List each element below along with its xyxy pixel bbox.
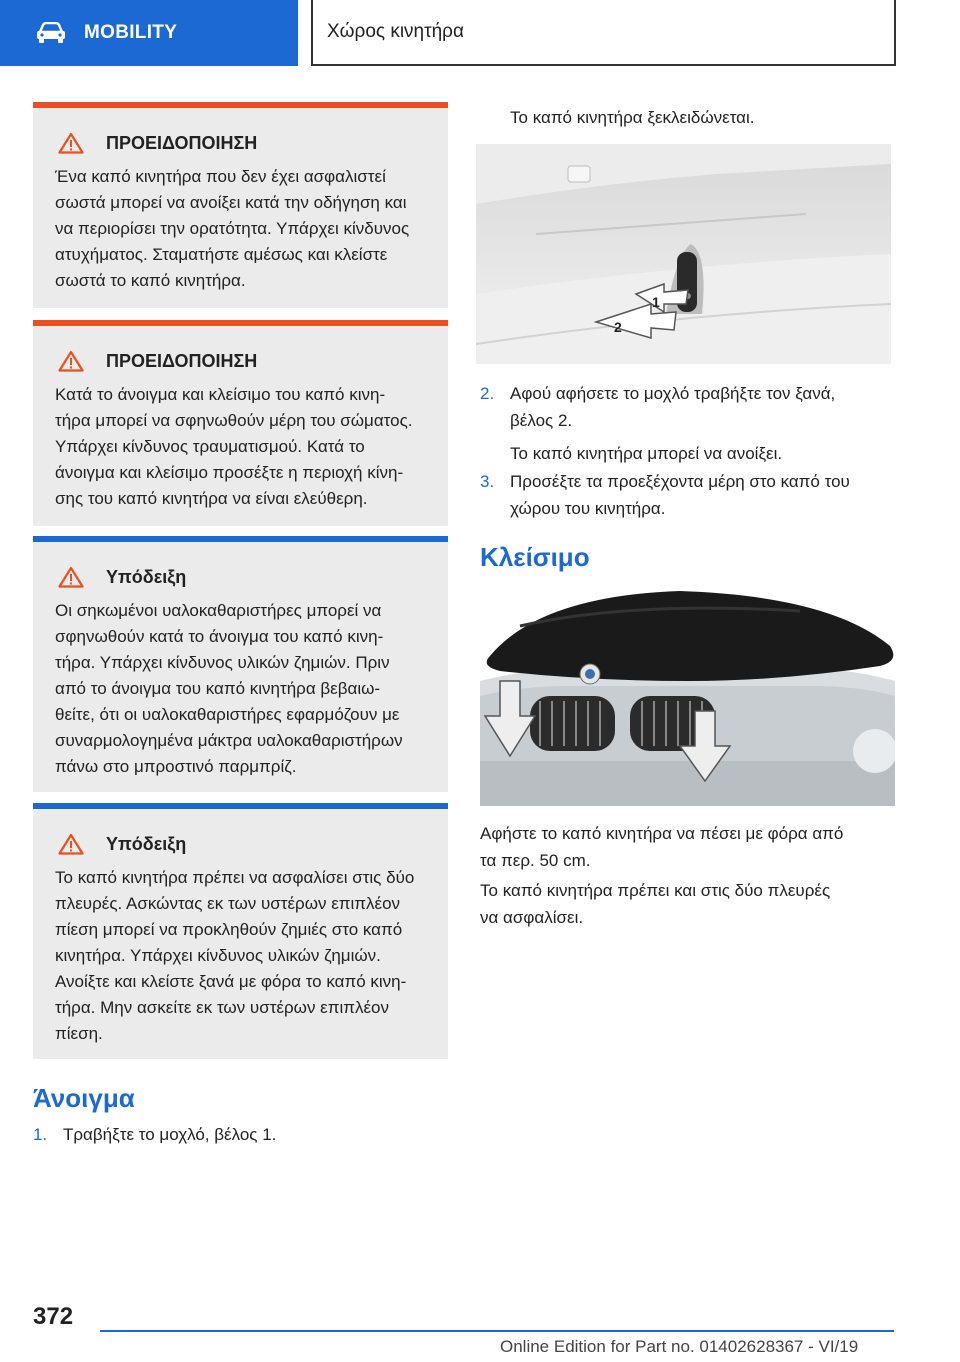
step-text: Αφού αφήσετε το μοχλό τραβήξτε τον ξανά, βέλος 2.	[510, 384, 836, 430]
step-number: 3.	[480, 472, 495, 491]
note-text: Οι σηκωμένοι υαλοκαθαριστήρες μπορεί να σφηνωθούν κατά το άνοιγμα του καπό κινη- τήρα. Υπάρχει κίνδυνος υλικών ζημιών. Πριν από το άνοιγμα του καπό κινητήρα βεβαιω- θείτε, ότι οι υαλοκαθαριστήρες εφαρμόζουν με συναρμολογημένα μάκτρα υαλοκαθαριστήρων πάνω στο μπροστινό παρμπρίζ.	[55, 601, 403, 776]
warning-title: ΠΡΟΕΙΔΟΠΟΙΗΣΗ	[58, 350, 426, 372]
note-title: Υπόδειξη	[58, 833, 426, 855]
warning-triangle-icon	[58, 350, 84, 372]
edition-text: Online Edition for Part no. 01402628367 - VI/19	[500, 1337, 859, 1356]
step-text: Προσέξτε τα προεξέχοντα μέρη στο καπό του χώρου του κινητήρα.	[510, 472, 850, 518]
step-1	[33, 1121, 448, 1149]
closing-text-2: Το καπό κινητήρα πρέπει και στις δύο πλευρές να ασφαλίσει.	[480, 881, 831, 927]
car-icon	[36, 22, 66, 44]
note-title: Υπόδειξη	[58, 566, 426, 588]
closing-hood-figure	[480, 586, 895, 806]
arrow-label-1: 1	[652, 294, 660, 310]
warning-text: Ένα καπό κινητήρα που δεν έχει ασφαλιστεί σωστά μπορεί να ανοίξει κατά την οδήγηση και να περιορίσει την ορατότητα. Υπάρχει κίνδυνος ατυχήματος. Σταματήστε αμέσως και κλείστε σωστά το καπό κινητήρα.	[55, 167, 410, 290]
warning-triangle-icon	[58, 833, 84, 855]
step-text: Τραβήξτε το μοχλό, βέλος 1.	[63, 1125, 277, 1144]
warning-triangle-icon	[58, 132, 84, 154]
heading-opening: Άνοιγμα	[33, 1083, 135, 1113]
breadcrumb: Χώρος κινητήρα	[311, 0, 896, 66]
step-number: 2.	[480, 384, 495, 403]
step-2	[480, 380, 895, 440]
arrow-label-2: 2	[614, 319, 622, 335]
section-label: MOBILITY	[84, 22, 178, 43]
warning-box-2	[33, 320, 448, 526]
warning-text: Κατά το άνοιγμα και κλείσιμο του καπό κινη- τήρα μπορεί να σφηνωθούν μέρη του σώματος. Υπάρχει κίνδυνος τραυματισμού. Κατά το άνοιγμα και κλείσιμο προσέξτε η περιοχή κίνη- σης του καπό κινητήρα να είναι ελεύθερη.	[55, 385, 413, 508]
page-header	[0, 0, 960, 66]
note-box-2	[33, 803, 448, 1059]
warning-box-1	[33, 102, 448, 308]
footer-divider	[100, 1330, 894, 1332]
heading-closing: Κλείσιμο	[480, 542, 590, 572]
warning-triangle-icon	[58, 566, 84, 588]
closing-text-1: Αφήστε το καπό κινητήρα να πέσει με φόρα από τα περ. 50 cm.	[480, 824, 844, 870]
warning-title: ΠΡΟΕΙΔΟΠΟΙΗΣΗ	[58, 132, 426, 154]
step-2-result: Το καπό κινητήρα μπορεί να ανοίξει.	[510, 444, 783, 463]
step-3	[480, 468, 895, 528]
unlock-text: Το καπό κινητήρα ξεκλειδώνεται.	[510, 108, 755, 127]
hood-lever-figure	[476, 144, 891, 364]
section-tab-mobility[interactable]	[0, 0, 298, 66]
step-number: 1.	[33, 1125, 48, 1144]
note-box-1	[33, 536, 448, 792]
page-number: 372	[33, 1303, 74, 1330]
note-text: Το καπό κινητήρα πρέπει να ασφαλίσει στις δύο πλευρές. Ασκώντας εκ των υστέρων επιπλέον πίεση μπορεί να προκληθούν ζημιές στο καπό κινητήρα. Υπάρχει κίνδυνος υλικών ζημιών. Ανοίξτε και κλείστε ξανά με φόρα το καπό κινη- τήρα. Μην ασκείτε εκ των υστέρων επιπλέον πίεση.	[55, 868, 415, 1043]
